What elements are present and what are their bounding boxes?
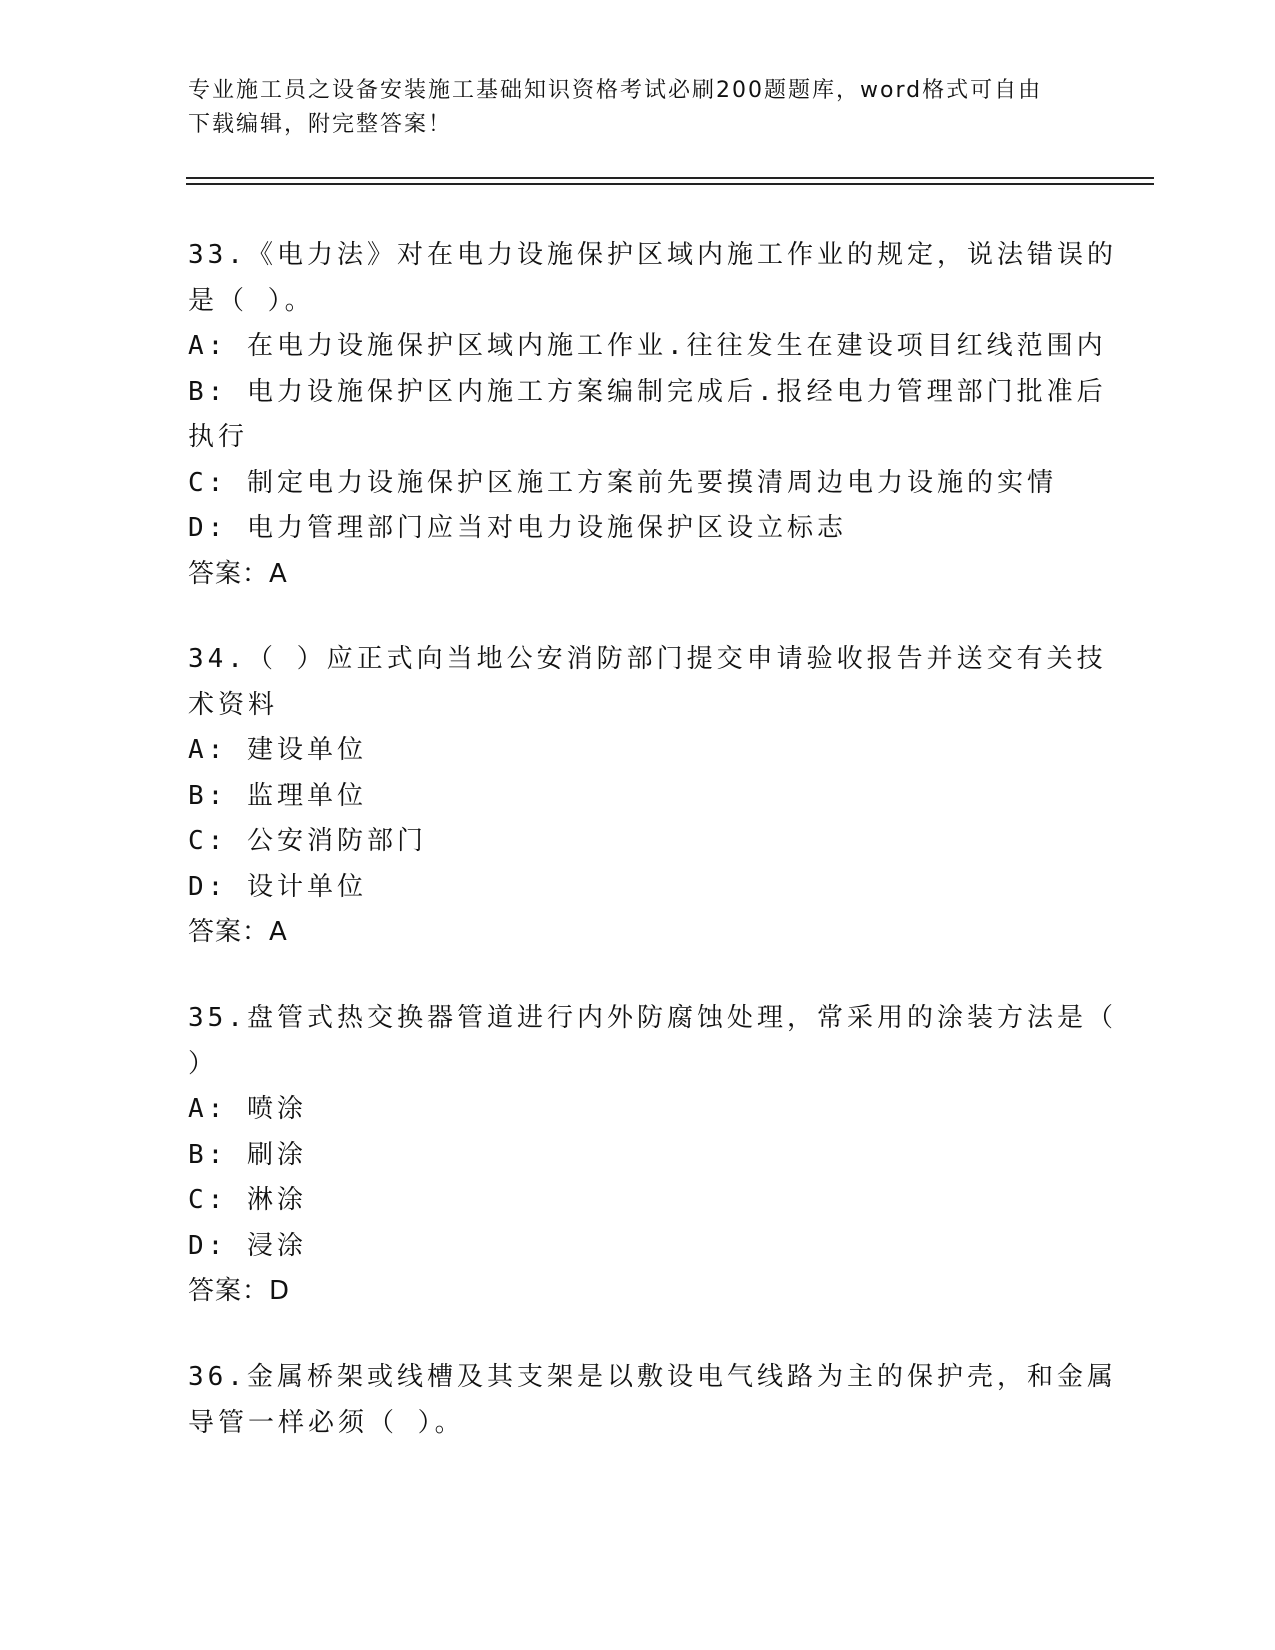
question-stem-line: 是（ ）。	[188, 285, 315, 316]
question-stem-line: 导管一样必须（ ）。	[188, 1407, 465, 1438]
option-c: C: 公安消防部门	[188, 826, 427, 856]
option-c: C: 淋涂	[188, 1185, 307, 1215]
question-stem-line: 34.（ ）应正式向当地公安消防部门提交申请验收报告并送交有关技	[188, 644, 1107, 674]
answer: 答案：A	[188, 917, 288, 947]
option-b: B: 监理单位	[188, 780, 367, 811]
option-d: D: 电力管理部门应当对电力设施保护区设立标志	[188, 513, 847, 543]
header-line-1: 专业施工员之设备安装施工基础知识资格考试必刷200题题库，word格式可自由	[188, 78, 1043, 103]
option-d: D: 浸涂	[188, 1230, 307, 1261]
question-35	[188, 996, 1117, 1315]
option-b: B: 刷涂	[188, 1139, 307, 1170]
option-a: A: 建设单位	[188, 735, 367, 765]
header-divider-top	[186, 177, 1154, 179]
question-stem-line: 术资料	[188, 689, 279, 720]
question-stem-line: 35.盘管式热交换器管道进行内外防腐蚀处理，常采用的涂装方法是（	[188, 1003, 1117, 1033]
question-34	[188, 637, 1107, 956]
option-a: A: 在电力设施保护区域内施工作业.往往发生在建设项目红线范围内	[188, 331, 1107, 361]
option-c: C: 制定电力设施保护区施工方案前先要摸清周边电力设施的实情	[188, 467, 1057, 498]
header-line-2: 下载编辑，附完整答案！	[188, 112, 453, 137]
answer: 答案：D	[188, 1276, 291, 1306]
option-d: D: 设计单位	[188, 871, 367, 902]
question-stem-line: 33.《电力法》对在电力设施保护区域内施工作业的规定，说法错误的	[188, 240, 1117, 270]
document-header	[188, 74, 1088, 142]
header-divider-bottom	[186, 183, 1154, 185]
answer: 答案：A	[188, 558, 288, 589]
question-stem-line: 36.金属桥架或线槽及其支架是以敷设电气线路为主的保护壳，和金属	[188, 1362, 1117, 1392]
option-b-continued: 执行	[188, 422, 249, 452]
question-stem-line: ）	[188, 1048, 219, 1079]
question-36	[188, 1355, 1117, 1446]
option-b: B: 电力设施保护区内施工方案编制完成后.报经电力管理部门批准后	[188, 376, 1107, 407]
question-33	[188, 233, 1117, 597]
option-a: A: 喷涂	[188, 1094, 307, 1124]
